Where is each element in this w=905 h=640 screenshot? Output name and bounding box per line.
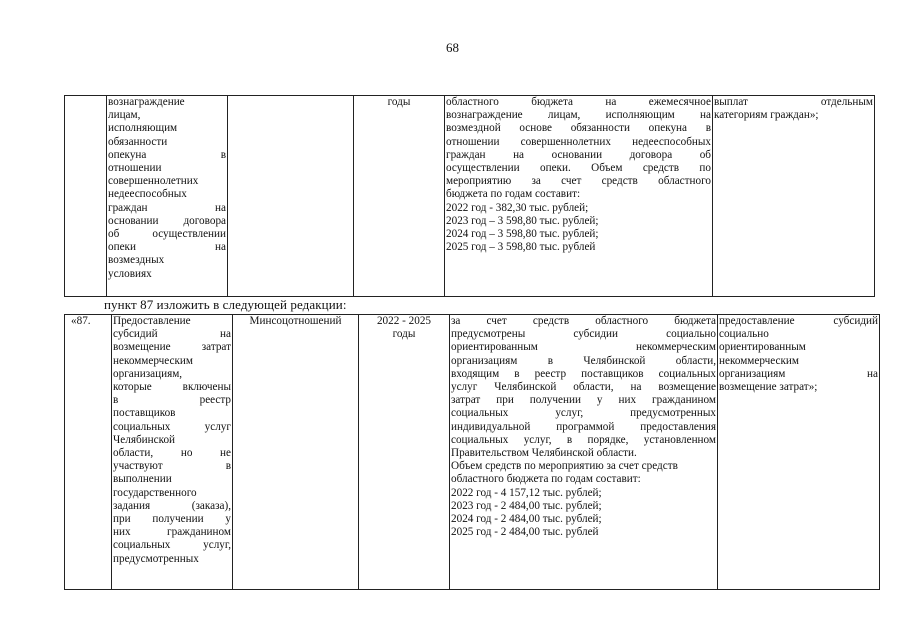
list-item: ориентированным некоммерческим [451,341,716,354]
list-item: задания (заказа), [113,499,231,512]
period-cell [359,315,450,590]
list-item: выполнении [113,473,172,486]
list-item: опекуна в [108,148,226,161]
list-item: граждан на основании договора об [446,148,711,161]
list-item: них гражданином [113,526,231,539]
list-item: государственного [113,486,197,499]
list-item: в реестр [113,394,231,407]
list-item: организациям в Челябинской области, [451,354,716,367]
list-item: возмещение затрат»; [719,381,818,394]
list-item: 2025 год - 2 484,00 тыс. рублей [451,526,599,539]
list-item: осуществлении опеки. Объем средств по [446,162,711,175]
list-item: 2025 год – 3 598,80 тыс. рублей [446,241,596,254]
period-unit: годы [392,328,416,341]
list-item: социальных услуг, предусмотренных [451,407,716,420]
executor-cell [228,96,354,297]
amendment-instruction: пункт 87 изложить в следующей редакции: [104,297,347,312]
list-item: 2022 год - 382,30 тыс. рублей; [446,201,589,214]
list-item: предусмотренных [113,552,199,565]
list-item: которые включены [113,381,231,394]
list-item: за счет средств областного бюджета [451,315,716,327]
list-item: областного бюджета по годам составит: [451,473,641,486]
executor-cell: Минсоцотношений [233,315,359,590]
new-item-table [64,314,880,590]
list-item: обязанности [108,135,168,148]
list-item: вознаграждение лицам, исполняющим на [446,109,711,122]
list-item: поставщиков [113,407,176,420]
period-cell: годы [354,96,445,297]
list-item: при получении у [113,513,231,526]
list-item: условиях [108,267,152,280]
list-item: мероприятию за счет средств областного [446,175,711,188]
list-item: затрат при получении у них гражданином [451,394,716,407]
period-range: 2022 - 2025 [376,315,432,327]
list-item: социально [719,328,769,341]
list-item: 2024 год – 3 598,80 тыс. рублей; [446,228,599,241]
list-item: участвуют в [113,460,231,473]
list-item: входящим в реестр поставщиков социальных [451,367,716,380]
list-item: отношении [108,162,162,175]
list-item: опеки на [108,241,226,254]
result-cell [713,96,875,297]
list-item: индивидуальной программой предоставления [451,420,716,433]
list-item: лицам, [108,109,141,122]
list-item: возмездных [108,254,165,267]
list-item: некоммерческим [719,354,799,367]
list-item: Челябинской [113,433,176,446]
list-item: предусмотрены субсидии социально [451,328,716,341]
result-cell [718,315,880,590]
list-item: Предоставление [113,315,191,327]
list-item: возмещение затрат [113,341,231,354]
list-item: категориям граждан»; [714,109,819,122]
list-item: социальных услуг, [113,539,231,552]
list-item: 2022 год - 4 157,12 тыс. рублей; [451,486,602,499]
list-item: недееспособных [108,188,187,201]
list-item: областного бюджета на ежемесячное [446,96,711,108]
list-item: выплат отдельным [714,96,873,108]
description-cell [445,96,713,297]
measure-name-cell [112,315,233,590]
list-item: 2023 год – 3 598,80 тыс. рублей; [446,214,599,227]
list-item: организациям на [719,367,878,380]
list-item: социальных услуг, в порядке, установленном [451,433,716,446]
list-item: об осуществлении [108,228,226,241]
list-item: ориентированным [719,341,806,354]
table-row [65,96,875,297]
list-item: организациям, [113,367,183,380]
list-item: области, но не [113,447,231,460]
measure-name-cell [107,96,228,297]
list-item: Объем средств по мероприятию за счет средств [451,460,678,473]
list-item: отношении совершеннолетних недееспособных [446,135,711,148]
list-item: предоставление субсидий [719,315,878,327]
continued-table [64,95,875,297]
list-item: Правительством Челябинской области. [451,447,637,460]
list-item: 2024 год - 2 484,00 тыс. рублей; [451,513,602,526]
list-item: возмездной основе обязанности опекуна в [446,122,711,135]
page-number: 68 [446,40,459,55]
list-item: 2023 год - 2 484,00 тыс. рублей; [451,499,602,512]
table-row [65,315,880,590]
list-item: совершеннолетних [108,175,199,188]
list-item: социальных услуг [113,420,231,433]
description-cell [450,315,718,590]
list-item: исполняющим [108,122,178,135]
list-item: граждан на [108,201,226,214]
list-item: услуг Челябинской области, на возмещение [451,381,716,394]
list-item: вознаграждение [108,96,185,108]
list-item: субсидий на [113,328,231,341]
list-item: основании договора [108,214,226,227]
list-item: некоммерческим [113,354,193,367]
number-cell [65,96,107,297]
number-cell: «87. [65,315,112,590]
list-item: бюджета по годам составит: [446,188,581,201]
